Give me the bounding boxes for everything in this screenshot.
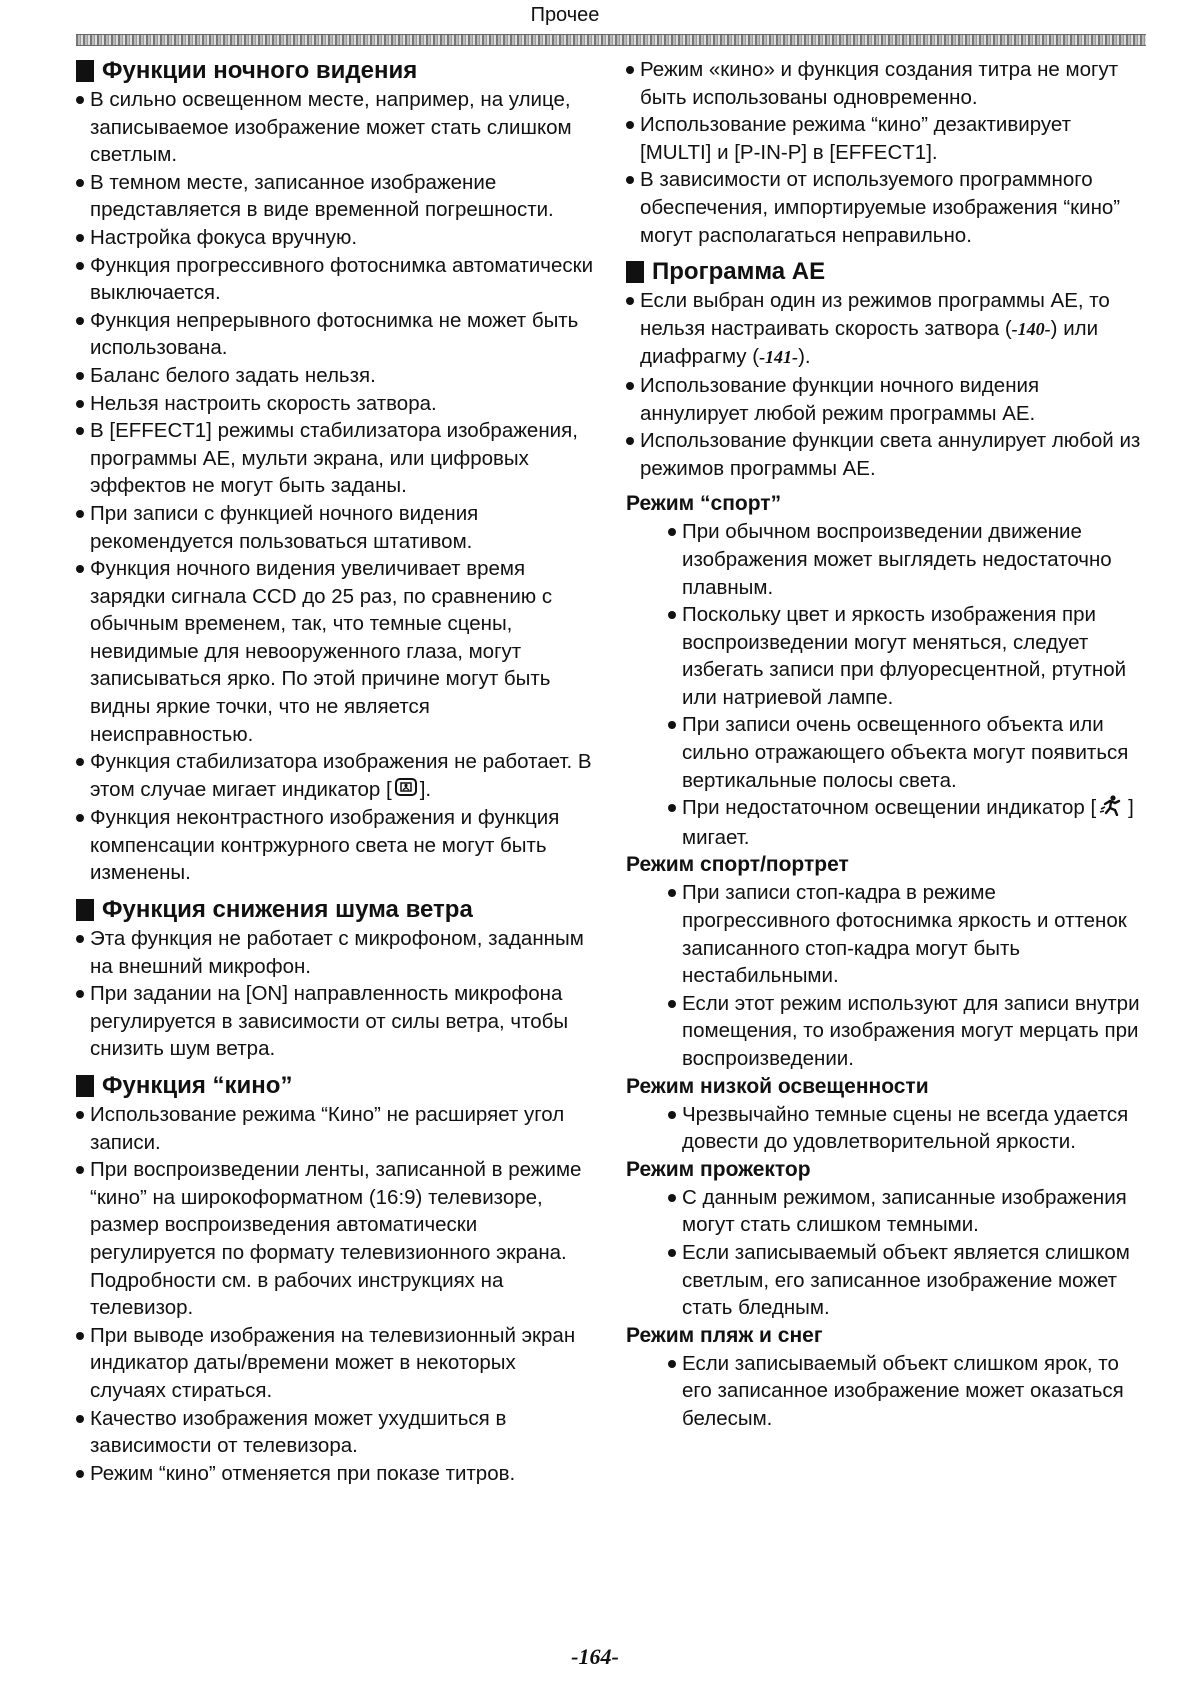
list-item-text: Если записываемый объект слишком ярок, то его записанное изображение может оказаться белесым. <box>682 1351 1124 1430</box>
list-item-text: При воспроизведении ленты, записанной в режиме “кино” на широкоформатном (16:9) телевизоре, размер воспроизведения автоматически регулируется по формату телевизионного экрана. Подробности см. в рабочих инструкциях на телевизор. <box>90 1158 582 1320</box>
mode-low-light <box>626 1073 1146 1156</box>
list-item <box>76 555 596 748</box>
bullet-icon <box>76 1166 84 1174</box>
list-item-text: Функция неконтрастного изображения и функция компенсации контржурного света не могут быть изменены. <box>90 806 560 885</box>
list-item-text: Нельзя настроить скорость затвора. <box>90 391 437 415</box>
list-item <box>76 1322 596 1405</box>
list-item <box>76 362 596 390</box>
bullet-icon <box>76 990 84 998</box>
page-reference-link[interactable]: -140- <box>1011 318 1051 339</box>
list-item <box>626 287 1146 372</box>
list-item-text: При обычном воспроизведении движение изображения может выглядеть недостаточно плавным. <box>682 520 1112 599</box>
bullet-list <box>626 1101 1146 1156</box>
section-title-text: Функция снижения шума ветра <box>102 896 473 923</box>
bullet-icon <box>626 297 634 305</box>
list-item-text: В темном месте, записанное изображение представляется в виде временной погрешности. <box>90 170 554 222</box>
bullet-icon <box>668 889 676 897</box>
bullet-icon <box>76 262 84 270</box>
list-item <box>76 417 596 500</box>
bullet-icon <box>668 1360 676 1368</box>
bullet-icon <box>76 96 84 104</box>
section-title-text: Функция “кино” <box>102 1071 293 1099</box>
sport-mode-icon <box>1099 794 1125 824</box>
section-title <box>626 257 1146 287</box>
bullet-list <box>626 1184 1146 1322</box>
bullet-icon <box>668 721 676 729</box>
bullet-icon <box>626 121 634 129</box>
bullet-icon <box>626 176 634 184</box>
list-item <box>76 925 596 980</box>
list-item <box>668 1239 1146 1322</box>
mode-title: Режим пляж и снег <box>626 1323 823 1347</box>
list-item-text: Использование режима “Кино” не расширяет угол записи. <box>90 1102 565 1154</box>
list-item-text: При записи очень освещенного объекта или сильно отражающего объекта могут появиться вертикальные полосы света. <box>682 713 1129 792</box>
list-item <box>668 1101 1146 1156</box>
list-item <box>76 500 596 555</box>
list-item-text: При выводе изображения на телевизионный экран индикатор даты/времени может в некоторых случаях стираться. <box>90 1323 576 1402</box>
list-item-text: Функция ночного видения увеличивает время зарядки сигнала CCD до 25 раз, по сравнению с обычным временем, так, что темные сцены, невидимые для невооруженного глаза, могут записываться ярко. По этой причине могут быть видны яркие точки, что не является неисправностью. <box>90 557 553 746</box>
section-title-text: Функции ночного видения <box>102 57 418 84</box>
bullet-icon <box>668 1194 676 1202</box>
list-item <box>626 372 1146 427</box>
list-item <box>668 879 1146 989</box>
right-column <box>626 56 1146 1433</box>
bullet-icon <box>76 179 84 187</box>
bullet-list <box>76 86 596 887</box>
list-item-text: При задании на [ON] направленность микрофона регулируется в зависимости от силы ветра, чтобы снизить шум ветра. <box>90 982 569 1061</box>
bullet-icon <box>76 565 84 573</box>
bullet-list <box>626 56 1146 249</box>
section-title-text: Программа AE <box>652 258 826 286</box>
list-item-text: Если выбран один из режимов программы AE, то нельзя настраивать скорость затвора ( <box>640 289 1110 340</box>
list-item-text: Режим «кино» и функция создания титра не могут быть использованы одновременно. <box>640 58 1119 109</box>
list-item-text: Функция стабилизатора изображения не работает. В этом случае мигает индикатор [ <box>90 750 592 801</box>
bullet-icon <box>76 317 84 325</box>
bullet-list <box>76 925 596 1063</box>
list-item <box>76 307 596 362</box>
bullet-icon <box>668 1249 676 1257</box>
bullet-icon <box>668 528 676 536</box>
list-item <box>76 980 596 1063</box>
bullet-icon <box>76 400 84 408</box>
list-item-text: В сильно освещенном месте, например, на улице, записываемое изображение может стать слишком светлым. <box>90 88 572 167</box>
list-item-text: Настройка фокуса вручную. <box>90 225 358 249</box>
list-item-text: ) или диафрагму ( <box>640 316 1099 369</box>
list-item <box>76 1405 596 1460</box>
square-marker-icon <box>76 60 94 82</box>
list-item-text: При записи с функцией ночного видения рекомендуется пользоваться штативом. <box>90 501 479 553</box>
list-item <box>668 990 1146 1073</box>
mode-sport-portrait <box>626 851 1146 1072</box>
list-item <box>668 794 1146 851</box>
bullet-icon <box>76 758 84 766</box>
list-item-text: В [EFFECT1] режимы стабилизатора изображения, программы AE, мульти экрана, или цифровых эффектов не могут быть заданы. <box>90 419 578 498</box>
mode-title: Режим спорт/портрет <box>626 853 849 877</box>
page-reference-link[interactable]: -141- <box>759 347 799 368</box>
list-item-text: С данным режимом, записанные изображения могут стать слишком темными. <box>682 1185 1127 1237</box>
bullet-list <box>626 1350 1146 1433</box>
mode-title: Режим прожектор <box>626 1157 811 1181</box>
list-item-text-end: ]. <box>419 777 432 801</box>
list-item <box>76 169 596 224</box>
bullet-icon <box>668 611 676 619</box>
bullet-icon <box>76 372 84 380</box>
list-item-text: Использование функции света аннулирует любой из режимов программы AE. <box>640 429 1141 480</box>
list-item-text-end: ] мигает. <box>682 796 1134 849</box>
bullet-list <box>626 518 1146 851</box>
list-item-text: В зависимости от используемого программного обеспечения, импортируемые изображения “кино” могут располагаться неправильно. <box>640 168 1121 247</box>
page-header-title: Прочее <box>530 4 600 26</box>
page-number: -164- <box>571 1644 619 1669</box>
bullet-list <box>626 287 1146 482</box>
bullet-icon <box>626 382 634 390</box>
list-item-text: ). <box>798 345 811 369</box>
list-item-text: Баланс белого задать нельзя. <box>90 363 376 387</box>
list-item-text: Режим “кино” отменяется при показе титров. <box>90 1461 516 1485</box>
section-cinema <box>76 1071 596 1487</box>
list-item-text: Использование режима “кино” дезактивирует [MULTI] и [P-IN-P] в [EFFECT1]. <box>640 113 1071 164</box>
square-marker-icon <box>626 261 644 283</box>
stabilizer-icon <box>395 777 417 805</box>
list-item-text: Функция прогрессивного фотоснимка автоматически выключается. <box>90 253 594 305</box>
list-item <box>76 1460 596 1488</box>
section-wind-noise <box>76 895 596 1063</box>
list-item-text: Использование функции ночного видения аннулирует любой режим программы AE. <box>640 373 1040 425</box>
left-column <box>76 56 596 1495</box>
list-item-text: При недостаточном освещении индикатор [ <box>682 796 1097 820</box>
list-item-text: Если этот режим используют для записи внутри помещения, то изображения могут мерцать при воспроизведении. <box>682 991 1140 1070</box>
list-item <box>668 518 1146 601</box>
bullet-icon <box>76 510 84 518</box>
square-marker-icon <box>76 899 94 921</box>
list-item <box>668 601 1146 711</box>
bullet-icon <box>626 66 634 74</box>
list-item <box>76 1101 596 1156</box>
list-item-text: Эта функция не работает с микрофоном, заданным на внешний микрофон. <box>90 927 584 978</box>
bullet-icon <box>668 1111 676 1119</box>
bullet-icon <box>76 1332 84 1340</box>
section-title <box>76 895 596 925</box>
section-program-ae <box>626 257 1146 482</box>
bullet-icon <box>76 1470 84 1478</box>
list-item <box>76 86 596 169</box>
list-item-text: При записи стоп-кадра в режиме прогрессивного фотоснимка яркость и оттенок записанного стоп-кадра могут быть нестабильными. <box>682 881 1127 988</box>
mode-title: Режим низкой освещенности <box>626 1074 929 1098</box>
list-item <box>626 111 1146 166</box>
mode-title: Режим “спорт” <box>626 492 782 516</box>
list-item-text: Поскольку цвет и яркость изображения при воспроизведении могут меняться, следует избегать записи при флуоресцентной, ртутной или натриевой лампе. <box>682 603 1127 709</box>
list-item <box>76 748 596 804</box>
bullet-icon <box>76 427 84 435</box>
list-item-text: Качество изображения может ухудшиться в зависимости от телевизора. <box>90 1406 507 1458</box>
bullet-icon <box>626 437 634 445</box>
list-item <box>76 1156 596 1322</box>
list-item-text: Чрезвычайно темные сцены не всегда удается довести до удовлетворительной яркости. <box>682 1102 1129 1154</box>
list-item <box>668 1350 1146 1433</box>
bullet-icon <box>76 935 84 943</box>
mode-beach-snow <box>626 1322 1146 1433</box>
square-marker-icon <box>76 1075 94 1097</box>
list-item <box>668 1184 1146 1239</box>
bullet-list <box>626 879 1146 1072</box>
bullet-icon <box>668 1000 676 1008</box>
bullet-icon <box>76 1111 84 1119</box>
list-item <box>76 224 596 252</box>
list-item <box>626 427 1146 482</box>
bullet-icon <box>76 234 84 242</box>
list-item <box>76 390 596 418</box>
mode-spotlight <box>626 1156 1146 1322</box>
section-night-vision <box>76 56 596 887</box>
section-title <box>76 56 596 86</box>
list-item <box>76 804 596 887</box>
list-item <box>626 166 1146 249</box>
bullet-icon <box>668 804 676 812</box>
section-title <box>76 1071 596 1101</box>
header-band <box>76 34 1146 46</box>
bullet-list <box>76 1101 596 1487</box>
list-item-text: Если записываемый объект является слишком светлым, его записанное изображение может стать бледным. <box>682 1240 1130 1320</box>
list-item <box>668 711 1146 794</box>
list-item <box>76 252 596 307</box>
bullet-icon <box>76 814 84 822</box>
list-item-text: Функция непрерывного фотоснимка не может быть использована. <box>90 308 579 360</box>
bullet-icon <box>76 1415 84 1423</box>
list-item <box>626 56 1146 111</box>
mode-sport <box>626 490 1146 851</box>
section-cinema-continued <box>626 56 1146 249</box>
